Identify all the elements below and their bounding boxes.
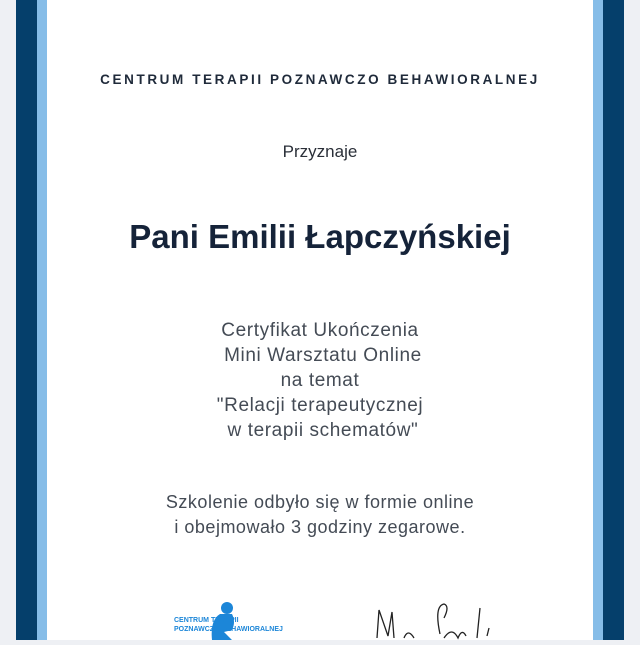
- description-line: Certyfikat Ukończenia: [221, 320, 419, 341]
- description-line: "Relacji terapeutycznej: [216, 395, 424, 416]
- description-line: w terapii schematów": [221, 420, 419, 441]
- info-line: Szkolenie odbyło się w formie online: [165, 492, 475, 512]
- certificate-page: [47, 0, 593, 640]
- description-line: na temat: [280, 370, 360, 391]
- awards-label: Przyznaje: [282, 142, 358, 161]
- organization-title: CENTRUM TERAPII POZNAWCZO BEHAWIORALNEJ: [100, 72, 540, 87]
- signature: [372, 598, 512, 640]
- certificate-description: [47, 318, 593, 443]
- recipient-name: Pani Emilii Łapczyńskiej: [129, 218, 511, 255]
- training-info: [47, 490, 593, 540]
- info-line: i obejmowało 3 godziny zegarowe.: [174, 517, 466, 537]
- description-line: Mini Warsztatu Online: [218, 345, 422, 366]
- logo-line: POZNAWCZO BEHAWIORALNEJ: [174, 626, 283, 633]
- organization-logo: [132, 600, 312, 640]
- logo-line: CENTRUM TERAPII: [174, 617, 239, 624]
- logo-text: [174, 616, 283, 634]
